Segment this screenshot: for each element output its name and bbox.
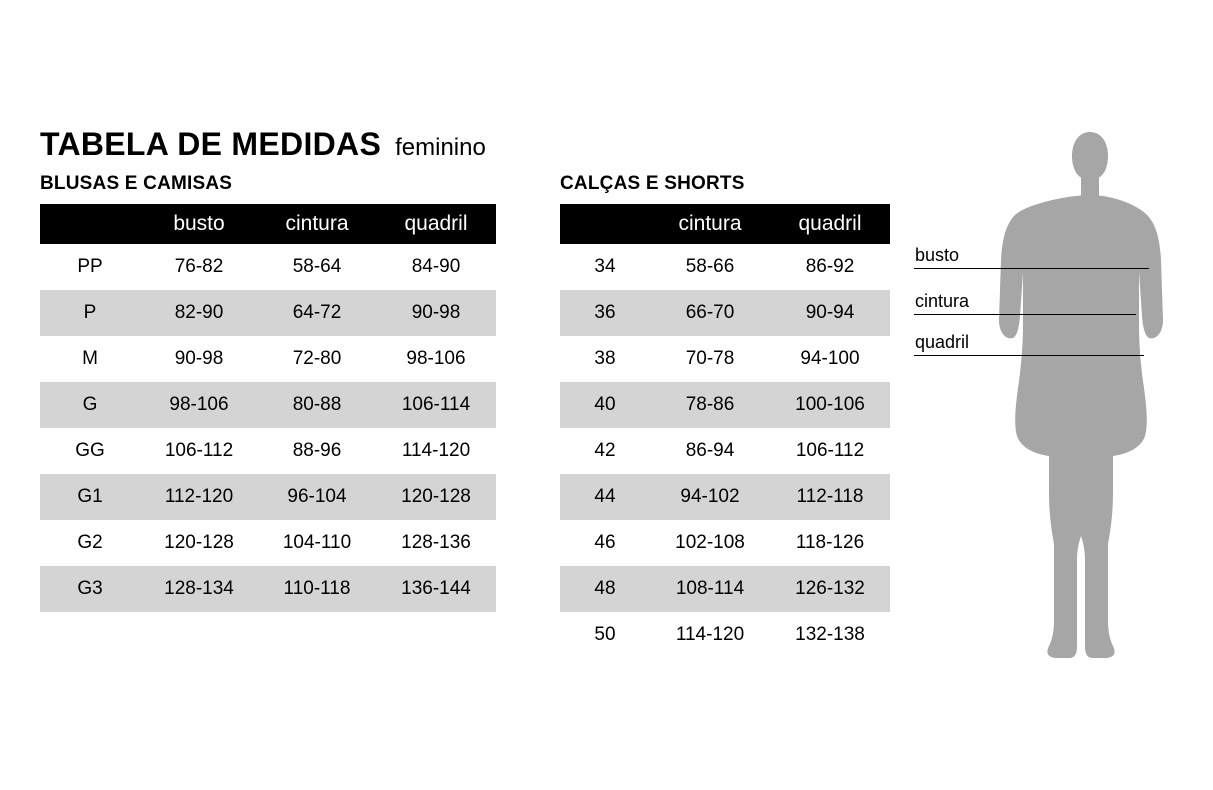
cell-size: G2 bbox=[40, 520, 140, 566]
cell-measurement: 82-90 bbox=[140, 290, 258, 336]
table-row bbox=[560, 290, 890, 336]
table-row bbox=[40, 290, 496, 336]
cell-measurement: 128-136 bbox=[376, 520, 496, 566]
cell-measurement: 90-98 bbox=[140, 336, 258, 382]
table-header-row bbox=[40, 204, 496, 244]
female-body-silhouette-icon bbox=[905, 120, 1205, 665]
cell-measurement: 112-120 bbox=[140, 474, 258, 520]
cell-measurement: 106-114 bbox=[376, 382, 496, 428]
table-heading-bottoms: CALÇAS E SHORTS bbox=[560, 173, 745, 194]
cell-measurement: 58-64 bbox=[258, 244, 376, 290]
table-row bbox=[560, 428, 890, 474]
page-title-main: TABELA DE MEDIDAS bbox=[40, 126, 382, 162]
cell-measurement: 86-94 bbox=[650, 428, 770, 474]
table-row bbox=[560, 336, 890, 382]
cell-size: 34 bbox=[560, 244, 650, 290]
cell-measurement: 132-138 bbox=[770, 612, 890, 658]
table-row bbox=[40, 520, 496, 566]
cell-measurement: 120-128 bbox=[376, 474, 496, 520]
table-row bbox=[40, 566, 496, 612]
cell-measurement: 106-112 bbox=[140, 428, 258, 474]
table-row bbox=[40, 336, 496, 382]
cell-measurement: 94-102 bbox=[650, 474, 770, 520]
table-heading-tops: BLUSAS E CAMISAS bbox=[40, 173, 233, 194]
cell-measurement: 98-106 bbox=[140, 382, 258, 428]
table-block-tops bbox=[40, 173, 496, 612]
column-header-cintura: cintura bbox=[650, 204, 770, 244]
table-block-bottoms bbox=[560, 173, 890, 658]
body-figure bbox=[905, 120, 1205, 665]
cell-measurement: 126-132 bbox=[770, 566, 890, 612]
cell-measurement: 72-80 bbox=[258, 336, 376, 382]
table-row bbox=[40, 428, 496, 474]
cell-size: 38 bbox=[560, 336, 650, 382]
column-header-cintura: cintura bbox=[258, 204, 376, 244]
column-header-quadril: quadril bbox=[770, 204, 890, 244]
cell-measurement: 104-110 bbox=[258, 520, 376, 566]
cell-size: 42 bbox=[560, 428, 650, 474]
cell-measurement: 120-128 bbox=[140, 520, 258, 566]
cell-measurement: 90-98 bbox=[376, 290, 496, 336]
cell-size: 46 bbox=[560, 520, 650, 566]
cell-size: GG bbox=[40, 428, 140, 474]
column-header-busto: busto bbox=[140, 204, 258, 244]
cell-measurement: 100-106 bbox=[770, 382, 890, 428]
cell-size: G1 bbox=[40, 474, 140, 520]
cell-measurement: 88-96 bbox=[258, 428, 376, 474]
callout-label-quadril: quadril bbox=[915, 332, 970, 352]
cell-measurement: 90-94 bbox=[770, 290, 890, 336]
table-header-row bbox=[560, 204, 890, 244]
cell-measurement: 128-134 bbox=[140, 566, 258, 612]
table-row bbox=[560, 382, 890, 428]
callout-label-cintura: cintura bbox=[915, 291, 970, 311]
cell-measurement: 106-112 bbox=[770, 428, 890, 474]
cell-size: P bbox=[40, 290, 140, 336]
cell-measurement: 108-114 bbox=[650, 566, 770, 612]
column-header-size bbox=[40, 204, 140, 244]
cell-measurement: 84-90 bbox=[376, 244, 496, 290]
size-table-bottoms bbox=[560, 204, 890, 658]
column-header-size bbox=[560, 204, 650, 244]
cell-measurement: 80-88 bbox=[258, 382, 376, 428]
cell-size: PP bbox=[40, 244, 140, 290]
callout-label-busto: busto bbox=[915, 245, 960, 265]
table-row bbox=[560, 566, 890, 612]
table-row bbox=[40, 474, 496, 520]
table-row bbox=[560, 244, 890, 290]
cell-size: G bbox=[40, 382, 140, 428]
cell-measurement: 118-126 bbox=[770, 520, 890, 566]
cell-measurement: 66-70 bbox=[650, 290, 770, 336]
table-row bbox=[40, 382, 496, 428]
cell-measurement: 70-78 bbox=[650, 336, 770, 382]
cell-measurement: 98-106 bbox=[376, 336, 496, 382]
table-row bbox=[40, 244, 496, 290]
table-row bbox=[560, 474, 890, 520]
cell-size: 50 bbox=[560, 612, 650, 658]
cell-measurement: 76-82 bbox=[140, 244, 258, 290]
cell-measurement: 112-118 bbox=[770, 474, 890, 520]
cell-measurement: 102-108 bbox=[650, 520, 770, 566]
cell-measurement: 114-120 bbox=[376, 428, 496, 474]
page-title-subtitle: feminino bbox=[395, 134, 486, 161]
size-table-tops bbox=[40, 204, 496, 612]
cell-size: 36 bbox=[560, 290, 650, 336]
cell-size: 40 bbox=[560, 382, 650, 428]
cell-measurement: 78-86 bbox=[650, 382, 770, 428]
cell-measurement: 94-100 bbox=[770, 336, 890, 382]
column-header-quadril: quadril bbox=[376, 204, 496, 244]
cell-measurement: 110-118 bbox=[258, 566, 376, 612]
cell-measurement: 58-66 bbox=[650, 244, 770, 290]
cell-size: G3 bbox=[40, 566, 140, 612]
cell-size: 48 bbox=[560, 566, 650, 612]
table-row bbox=[560, 612, 890, 658]
cell-size: M bbox=[40, 336, 140, 382]
cell-measurement: 96-104 bbox=[258, 474, 376, 520]
cell-measurement: 86-92 bbox=[770, 244, 890, 290]
cell-measurement: 114-120 bbox=[650, 612, 770, 658]
table-row bbox=[560, 520, 890, 566]
cell-measurement: 64-72 bbox=[258, 290, 376, 336]
cell-measurement: 136-144 bbox=[376, 566, 496, 612]
page-title bbox=[40, 126, 486, 163]
cell-size: 44 bbox=[560, 474, 650, 520]
